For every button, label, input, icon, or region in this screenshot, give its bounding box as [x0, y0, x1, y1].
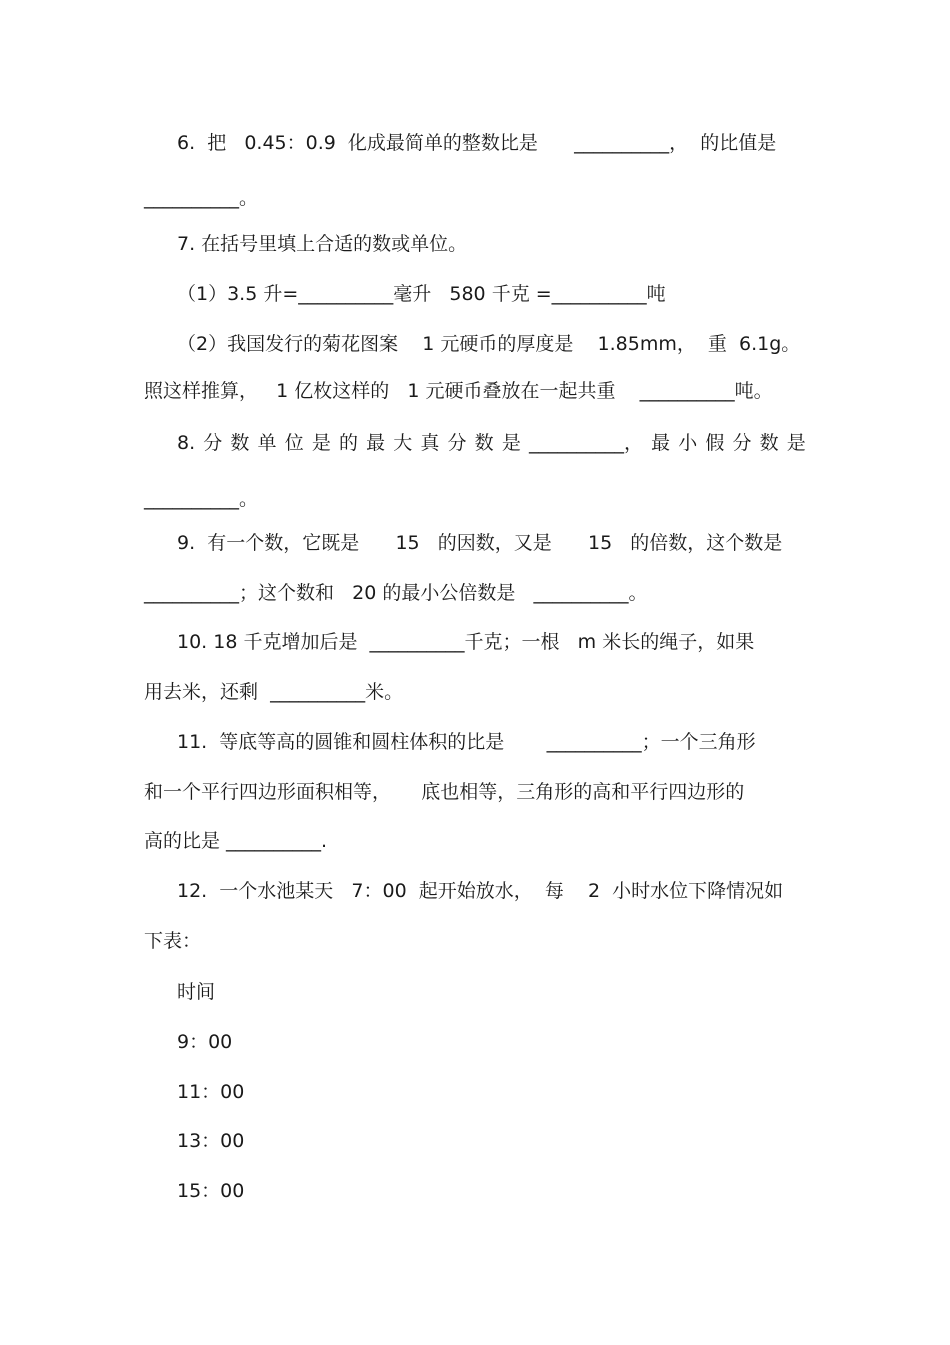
question-8-word: 小 [678, 432, 698, 454]
table-time-value: 15：00 [177, 1180, 245, 1202]
question-8-word: 最 [651, 432, 671, 454]
question-7: 7. 在括号里填上合适的数或单位。 [177, 233, 468, 255]
question-9-continued: __________；这个数和 20 的最小公倍数是 __________。 [144, 582, 648, 604]
table-time-value: 11：00 [177, 1081, 245, 1103]
question-8-word: 大 [393, 432, 413, 454]
question-12: 12. 一个水池某天 7：00 起开始放水， 每 2 小时水位下降情况如 [177, 880, 784, 902]
question-6-continued: __________。 [144, 187, 259, 209]
question-7-part-2-continued: 照这样推算， 1 亿枚这样的 1 元硬币叠放在一起共重 __________吨。 [144, 380, 773, 402]
question-8-word: 8. [177, 432, 196, 454]
question-8-word: 分 [732, 432, 752, 454]
question-8-word: 假 [705, 432, 725, 454]
question-8-word: 是 [311, 432, 331, 454]
question-8-word: 数 [474, 432, 494, 454]
question-10: 10. 18 千克增加后是 __________千克；一根 m 米长的绳子，如果 [177, 631, 755, 653]
question-10-continued: 用去米，还剩 __________米。 [144, 681, 404, 703]
table-header-time: 时间 [177, 981, 216, 1003]
question-8-word: 最 [366, 432, 386, 454]
question-8-word: 的 [338, 432, 358, 454]
question-8-continued: __________。 [144, 488, 259, 510]
question-11: 11. 等底等高的圆锥和圆柱体积的比是 __________；一个三角形 [177, 731, 756, 753]
question-8 [177, 431, 806, 455]
question-7-part-2: （2）我国发行的菊花图案 1 元硬币的厚度是 1.85mm， 重 6.1g。 [177, 333, 801, 355]
table-time-value: 9：00 [177, 1031, 233, 1053]
question-11-continued-2: 高的比是 __________. [144, 830, 328, 852]
question-8-word: 是 [501, 432, 521, 454]
question-8-word: 分 [447, 432, 467, 454]
question-8-word: 单 [257, 432, 277, 454]
question-8-word: 分 [203, 432, 223, 454]
question-8-word: 真 [420, 432, 440, 454]
question-8-blank: __________， [528, 432, 643, 454]
question-9: 9. 有一个数，它既是 15 的因数，又是 15 的倍数，这个数是 [177, 532, 783, 554]
question-6: 6. 把 0.45：0.9 化成最简单的整数比是 __________， 的比值是 [177, 132, 777, 154]
question-12-continued: 下表： [144, 930, 202, 952]
question-8-word: 数 [759, 432, 779, 454]
table-time-value: 13：00 [177, 1130, 245, 1152]
question-8-word: 是 [786, 432, 806, 454]
question-8-word: 数 [230, 432, 250, 454]
question-11-continued: 和一个平行四边形面积相等， 底也相等，三角形的高和平行四边形的 [144, 781, 745, 803]
question-7-part-1: （1）3.5 升=__________毫升 580 千克 =__________吨 [177, 283, 666, 305]
question-8-word: 位 [284, 432, 304, 454]
